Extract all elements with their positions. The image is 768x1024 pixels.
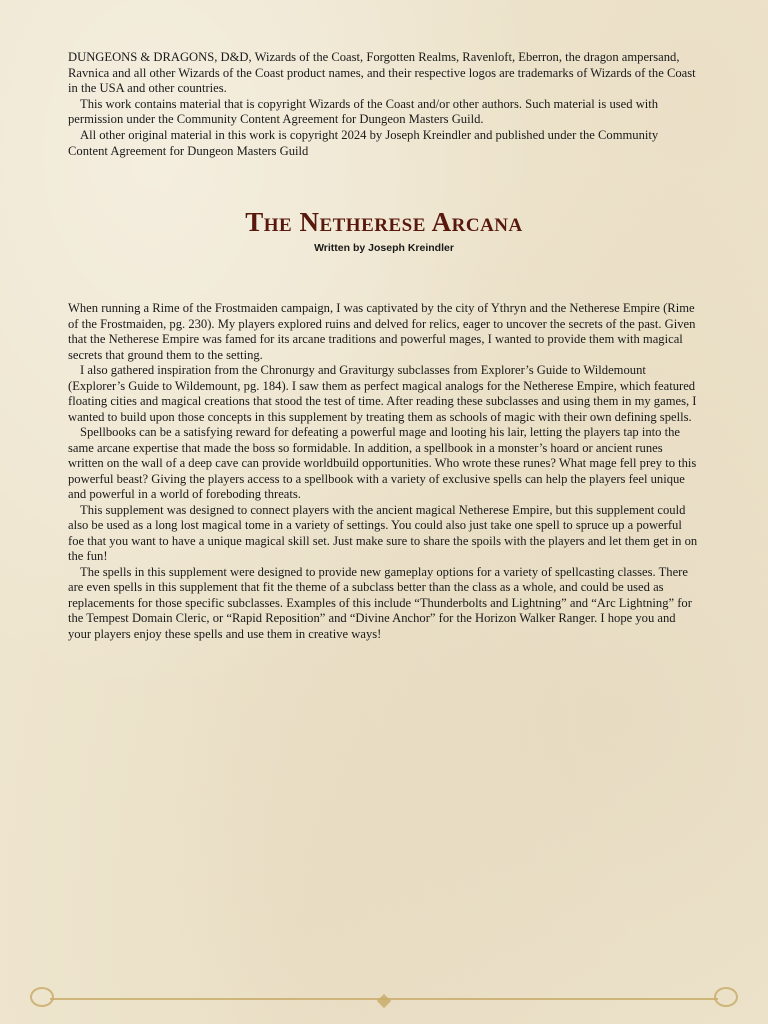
author-byline: Written by Joseph Kreindler	[314, 242, 454, 255]
decorative-footer-frame	[30, 986, 738, 1010]
body-paragraph: I also gathered inspiration from the Chronurgy and Graviturgy subclasses from Explorer’s Guide to Wildemount (Explorer’s Guide to Wildemount, pg. 184). I saw them as perfect magical analogs for the Netherese Empire, which featured floating cities and magical creations that stood the test of time. After reading these subclasses and using them in my games, I wanted to build upon those concepts in this supplement by treating them as schools of magic with their own defining spells.	[68, 363, 697, 424]
legal-copyright-paragraph: This work contains material that is copyright Wizards of the Coast and/or other authors. Such material is used with permission under the Community Content Agreement for Dungeon Masters Guild.	[68, 96, 659, 127]
document-page	[68, 50, 700, 642]
frame-center-ornament	[377, 994, 391, 1008]
legal-original-material-paragraph: All other original material in this work is copyright 2024 by Joseph Kreindler and published under the Community Content Agreement for Dungeon Masters Guild	[68, 127, 659, 158]
body-paragraph: Spellbooks can be a satisfying reward for defeating a powerful mage and looting his lair, letting the players tap into the same arcane expertise that made the boss so formidable. In addition, a spellbook in a monster’s hoard or ancient runes written on the wall of a deep cave can provide worldbuild opportunities. Who wrote these runes? What mage fell prey to this powerful beast? Giving the players access to a spellbook with a variety of exclusive spells can help the players feel unique and powerful in a world of foreboding threats.	[68, 425, 697, 502]
body-paragraph: When running a Rime of the Frostmaiden campaign, I was captivated by the city of Ythryn and the Netherese Empire (Rime of the Frostmaiden, pg. 230). My players explored ruins and delved for relics, eager to uncover the secrets of the past. Given that the Netherese Empire was famed for its arcane traditions and powerful mages, I wanted to provide them with magical secrets that ground them to the setting.	[68, 301, 696, 362]
body-paragraph: This supplement was designed to connect players with the ancient magical Netherese Empire, but this supplement could also be used as a long lost magical tome in a variety of settings. You could also just take one spell to spruce up a powerful foe that you want to have a unique magical skill set. Just make sure to share the spoils with the players and let them get in on the fun!	[68, 502, 698, 564]
document-title: The Netherese Arcana	[245, 207, 523, 238]
body-paragraph: The spells in this supplement were designed to provide new gameplay options for a variety of spellcasting classes. There are even spells in this supplement that fit the theme of a subclass better than the class as a whole, and could be used as replacements for those specific subclasses. Examples of this include “Thunderbolts and Lightning” and “Arc Lightning” for the Tempest Domain Cleric, or “Rapid Reposition” and “Divine Anchor” for the Horizon Walker Ranger. I hope you and your players enjoy these spells and use them in creative ways!	[68, 564, 692, 641]
frame-right-flourish	[714, 987, 738, 1007]
introduction-text	[68, 301, 700, 642]
legal-notice	[68, 50, 700, 159]
legal-trademark-paragraph: DUNGEONS & DRAGONS, D&D, Wizards of the Coast, Forgotten Realms, Ravenloft, Eberron, the dragon ampersand, Ravnica and all other Wizards of the Coast product names, and their respective logos are trademarks of Wizards of the Coast in the USA and other countries.	[68, 50, 696, 96]
frame-left-flourish	[30, 987, 54, 1007]
